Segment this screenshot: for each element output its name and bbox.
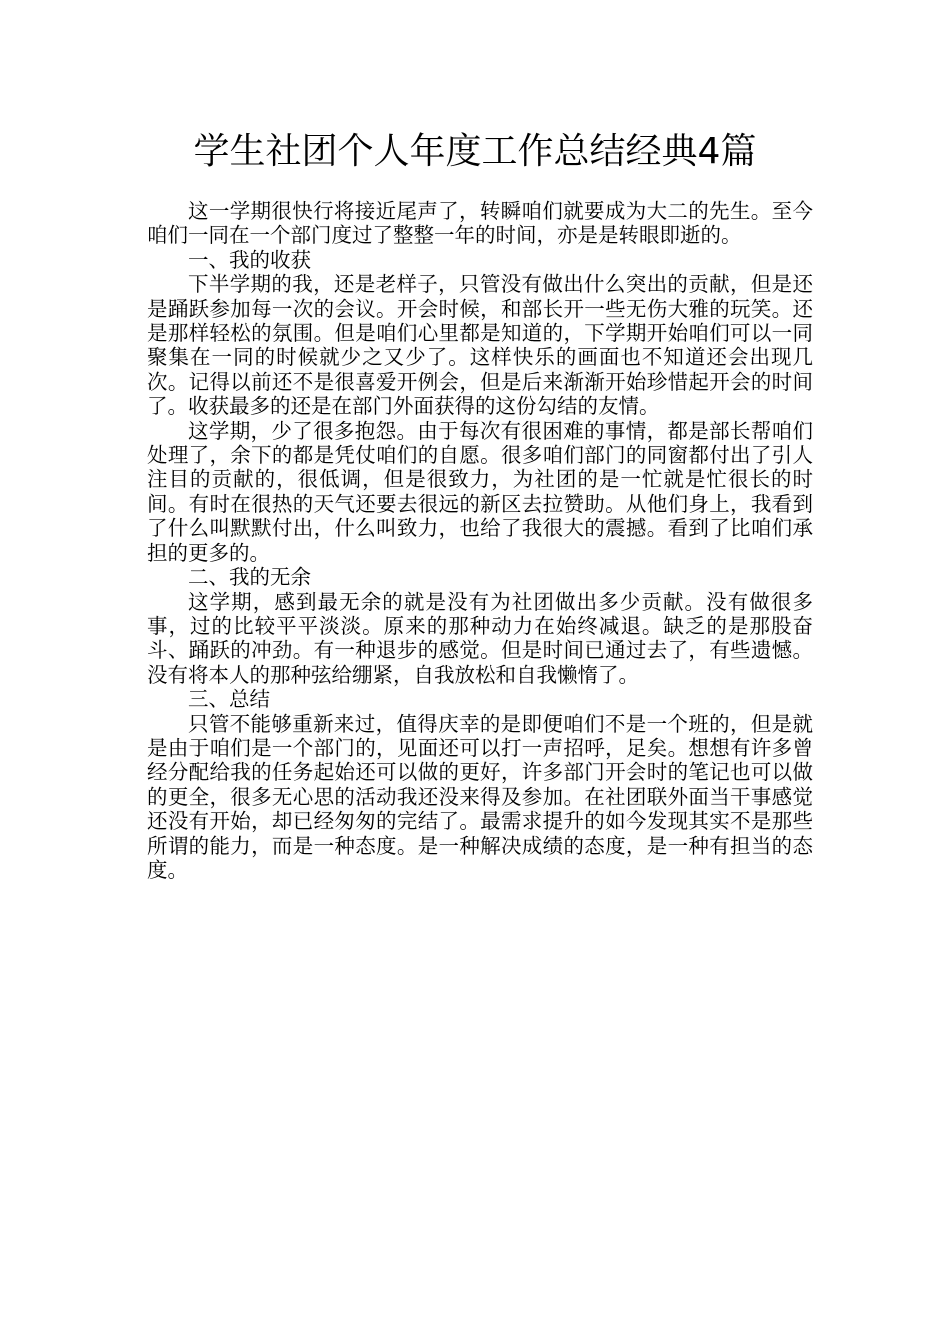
document-body — [147, 199, 813, 882]
section-heading: 一、我的收获 — [188, 247, 311, 272]
section-heading: 二、我的无余 — [188, 565, 311, 590]
paragraph: 这学期，少了很多抱怨。由于每次有很困难的事情，都是部长帮咱们处理了，余下的都是凭仗咱们的自愿。很多咱们部门的同窗都付出了引人注目的贡献的，很低调，但是很致力，为社团的是一忙就是忙很长的时间。有时在很热的天气还要去很远的新区去拉赞助。从他们身上，我看到了什么叫默默付出，什么叫致力，也给了我很大的震撼。看到了比咱们承担的更多的。 — [147, 418, 813, 565]
document-title: 学生社团个人年度工作总结经典4篇 — [193, 131, 757, 172]
paragraph: 这学期，感到最无余的就是没有为社团做出多少贡献。没有做很多事，过的比较平平淡淡。原来的那种动力在始终减退。缺乏的是那股奋斗、踊跃的冲劲。有一种退步的感觉。但是时间已通过去了，有些遗憾。没有将本人的那种弦给绷紧，自我放松和自我懒惰了。 — [147, 589, 813, 687]
paragraph: 下半学期的我，还是老样子，只管没有做出什么突出的贡献，但是还是踊跃参加每一次的会议。开会时候，和部长开一些无伤大雅的玩笑。还是那样轻松的氛围。但是咱们心里都是知道的，下学期开始咱们可以一同聚集在一同的时候就少之又少了。这样快乐的画面也不知道还会出现几次。记得以前还不是很喜爱开例会，但是后来渐渐开始珍惜起开会的时间了。收获最多的还是在部门外面获得的这份勾结的友情。 — [147, 272, 813, 419]
paragraph: 只管不能够重新来过，值得庆幸的是即便咱们不是一个班的，但是就是由于咱们是一个部门的，见面还可以打一声招呼，足矣。想想有许多曾经分配给我的任务起始还可以做的更好，许多部门开会时的笔记也可以做的更全，很多无心思的活动我还没来得及参加。在社团联外面当干事感觉还没有开始，却已经匆匆的完结了。最需求提升的如今发现其实不是那些所谓的能力，而是一种态度。是一种解决成绩的态度，是一种有担当的态度。 — [147, 711, 813, 882]
section-heading: 三、总结 — [188, 687, 270, 712]
paragraph: 这一学期很快行将接近尾声了，转瞬咱们就要成为大二的先生。至今咱们一同在一个部门度过了整整一年的时间，亦是是转眼即逝的。 — [147, 199, 813, 248]
